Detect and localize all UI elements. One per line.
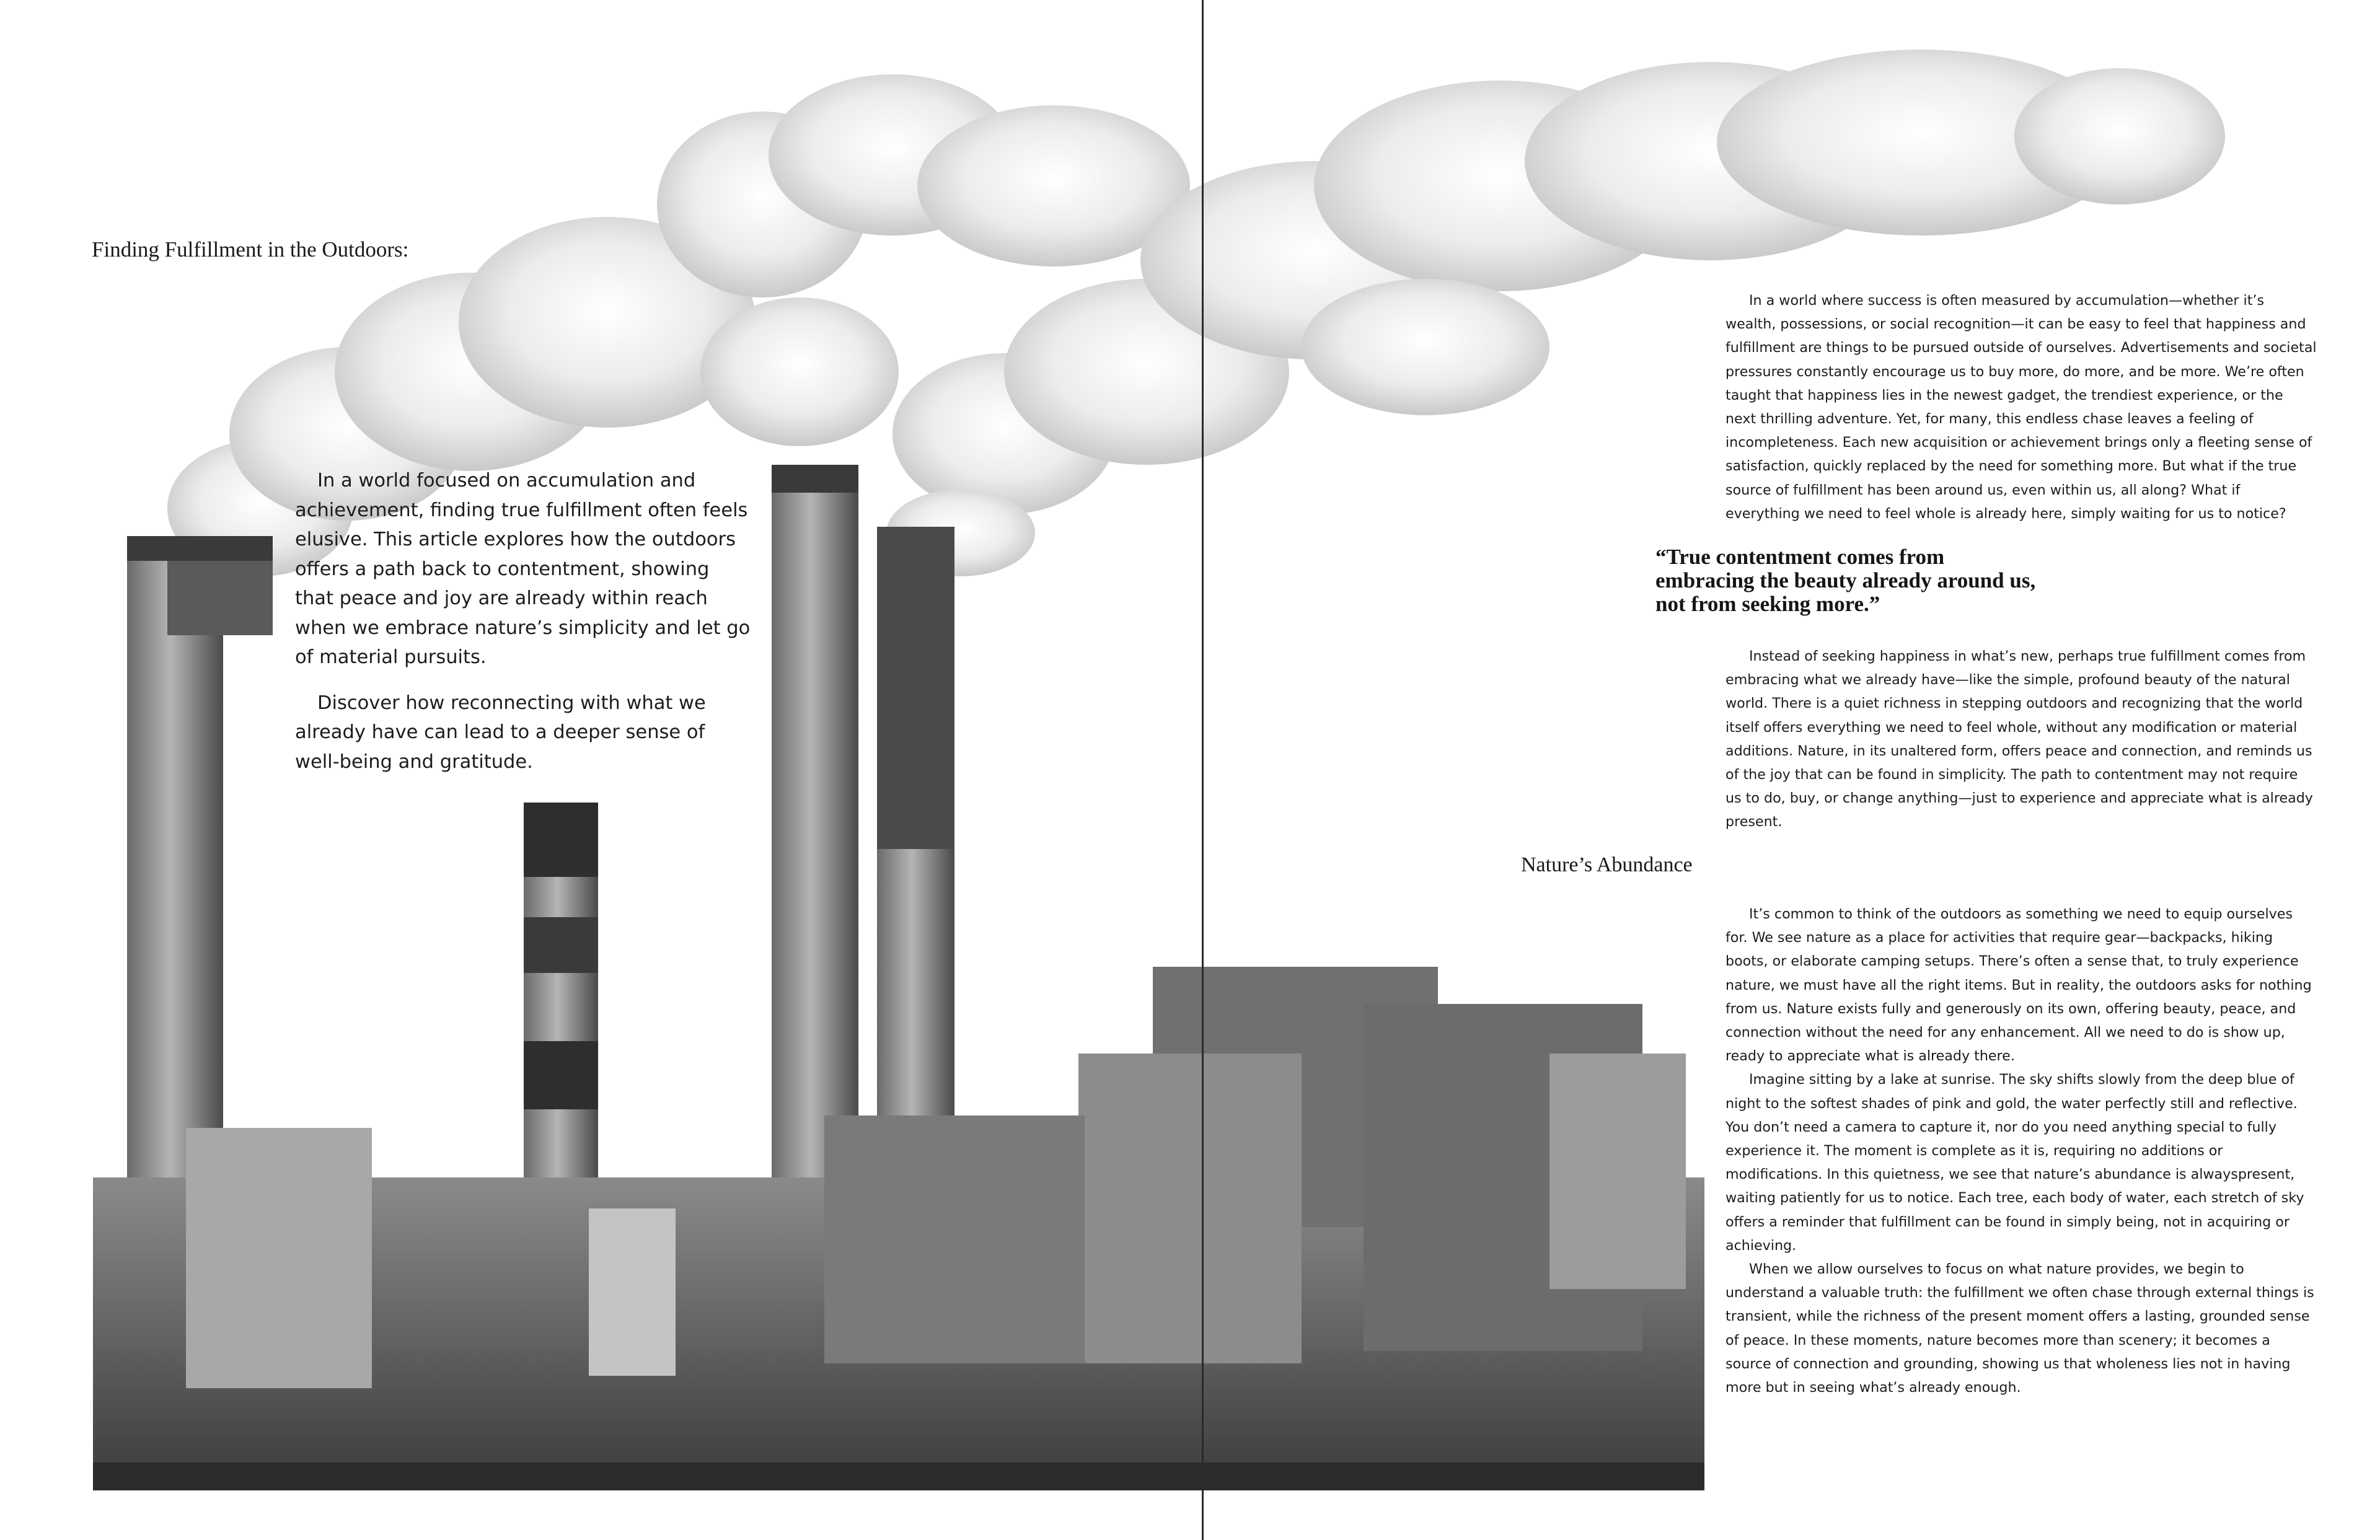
pull-quote: “True contentment comes from embracing the beauty already around us, not from seeking more.” xyxy=(1655,545,2036,616)
intro-paragraph: In a world focused on accumulation and achievement, finding true fulfillment often feels elusive. This article explores how the outdoors offers a path back to contentment, showing that peace and joy are already within reach when we embrace nature’s simplicity and let go of material pursuits. xyxy=(295,470,751,668)
body-paragraph: In a world where success is often measured by accumulation—whether it’s wealth, possessions, or social recognition—it can be easy to feel that happiness and fulfillment are things to be pursued outside of ourselves. Advertisements and societal pressures constantly encourage us to buy more, do more, and be more. We’re often taught that happiness lies in the newest gadget, the trendiest experience, or the next thrilling adventure. Yet, for many, this endless chase leaves a feeling of incompleteness. Each new acquisition or achievement brings only a fleeting sense of satisfaction, quickly replaced by the need for something more. But what if the true source of fulfillment has been around us, even within us, all along? What if everything we need to feel whole is already here, simply waiting for us to notice? xyxy=(1726,293,2317,522)
section-heading: Nature’s Abundance xyxy=(1521,853,1693,876)
body-paragraph: It’s common to think of the outdoors as something we need to equip ourselves for. We see nature as a place for activities that require gear—backpacks, hiking boots, or elaborate camping setups. There’s often a sense that, to truly experience nature, we must have all the right items. But in reality, the outdoors asks for nothing from us. Nature exists fully and generously on its own, offering beauty, peace, and connection without the need for any enhancement. All we need to do is show up, ready to appreciate what is already there. xyxy=(1726,906,2312,1065)
section-body xyxy=(1726,902,2317,1399)
article-title: Finding Fulfillment in the Outdoors: xyxy=(92,237,409,262)
page-gutter xyxy=(1202,0,1204,1540)
body-paragraph: Imagine sitting by a lake at sunrise. The sky shifts slowly from the deep blue of night to the softest shades of pink and gold, the water perfectly still and reflective. You don’t need a camera to capture it, nor do you need anything special to fully experience it. The moment is complete as it is, requiring no additions or modifications. In this quietness, we see that nature’s abundance is alwayspresent, waiting patiently for us to notice. Each tree, each body of water, each stretch of sky offers a reminder that fulfillment can be found in simply being, not in acquiring or achieving. xyxy=(1726,1071,2304,1254)
body-paragraph: Instead of seeking happiness in what’s new, perhaps true fulfillment comes from embracing what we already have—like the simple, profound beauty of the natural world. There is a quiet richness in stepping outdoors and recognizing that the world itself offers everything we need to feel whole, without any modification or material additions. Nature, in its unaltered form, offers peace and connection, and reminds us of the joy that can be found in simplicity. The path to contentment may not require us to do, buy, or change anything—just to experience and appreciate what is already present. xyxy=(1726,648,2313,830)
intro-text xyxy=(295,466,754,793)
intro-paragraph: Discover how reconnecting with what we already have can lead to a deeper sense of well-being and gratitude. xyxy=(295,692,706,773)
opening-paragraph xyxy=(1726,289,2317,526)
body-paragraph: When we allow ourselves to focus on what nature provides, we begin to understand a valuable truth: the fulfillment we often chase through external things is transient, while the richness of the present moment offers a lasting, grounded sense of peace. In these moments, nature becomes more than scenery; it becomes a source of connection and grounding, showing us that wholeness lies not in having more but in seeing what’s already enough. xyxy=(1726,1261,2314,1396)
second-paragraph xyxy=(1726,645,2317,834)
